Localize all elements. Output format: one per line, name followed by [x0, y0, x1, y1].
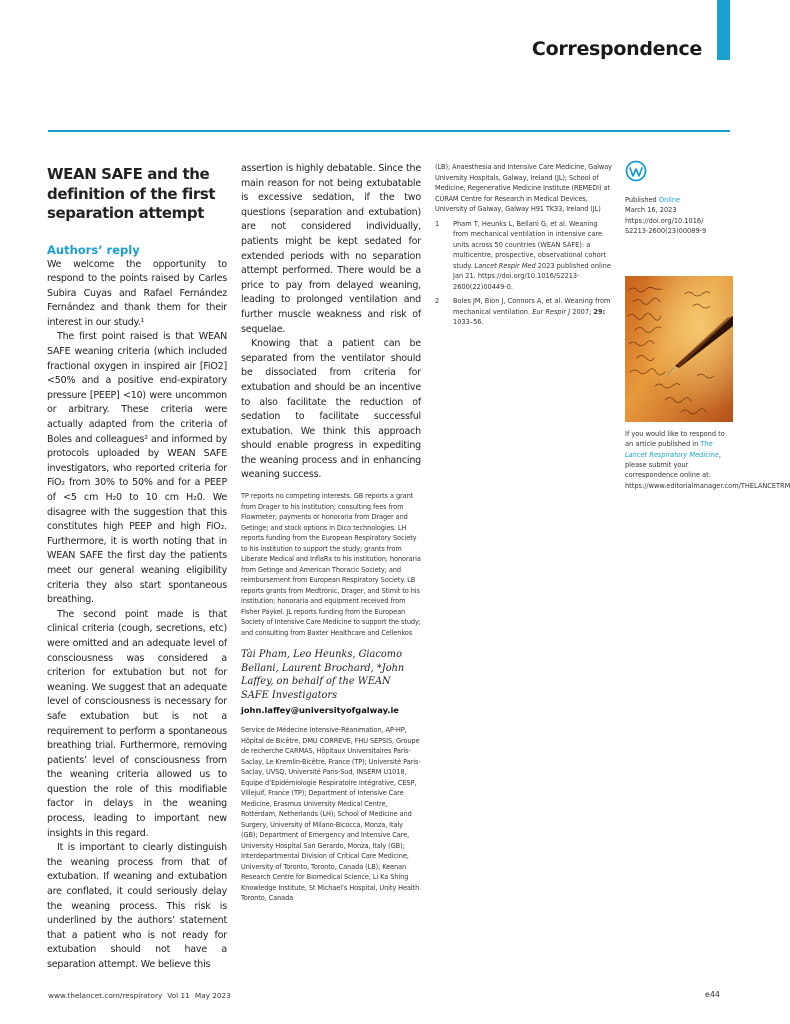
journal-url[interactable]: www.thelancet.com/respiratory [48, 991, 163, 1000]
journal-name: The Lancet Respiratory Medicine [625, 440, 719, 459]
doi-link[interactable]: https://doi.org/10.1016/ [625, 216, 704, 225]
reference-text: Boles JM, Bion J, Connors A, et al. Weaning from mechanical ventilation. Eur Respir J 2007; 29: 1033–56. [453, 297, 611, 326]
body-text-col2 [241, 162, 421, 483]
footer-left [48, 991, 231, 1000]
paragraph: The second point made is that clinical criteria (cough, secretions, etc) were omitted and an adequate level of consciousness was considered a criterion for extubation but not for weaning. We suggest that an adequate level of consciousness is necessary for safe extubation but is not a requirement to perform a spontaneous breathing trial. Furthermore, removing patients’ level of consciousness from the weaning criteria allowed us to question the role of this modifiable factor in delays in the weaning process, leading to important new insights in this regard. [47, 608, 227, 839]
fountain-pen-image [625, 276, 733, 422]
reference-item [435, 296, 615, 328]
section-title: Correspondence [531, 38, 702, 60]
column-3 [435, 162, 615, 328]
paragraph: Knowing that a patient can be separated from the ventilator should be dissociated from criteria for extubation and should be an incentive to also facilitate the reduction of sedation to facilitate successful extubation. We think this approach should enable progress in expediting the weaning process and in enhancing weaning success. [241, 338, 421, 481]
reference-number: 1 [435, 219, 440, 228]
issue-date: May 2023 [194, 991, 231, 1000]
published-date: March 16, 2023 [625, 206, 677, 215]
paragraph: The first point raised is that WEAN SAFE weaning criteria (which included fractional oxygen in inspired air [FiO2] <50% and a positive end-expiratory pressure [PEEP] <10) were uncommon or arbitrary. These criteria were actually adapted from the criteria of Boles and colleagues² and informed by protocols uploaded by WEAN SAFE investigators, who reported criteria for FiO₂ from 30% to 50% and for a PEEP of <5 cm H₂0 to 10 cm H₂0. We disagree with the suggestion that this constitutes high PEEP and high FiO₂. Furthermore, it is worth noting that in WEAN SAFE the first day the patients meet our general weaning eligibility criteria they also start spontaneous breathing. [47, 331, 227, 606]
paragraph: assertion is highly debatable. Since the main reason for not being extubatable is excessive sedation, if the two questions (separation and extubation) are not considered individually, patients might be kept sedated for extended periods with no separation attempt performed. There would be a price to pay from delayed weaning, leading to prolonged ventilation and further muscle weakness and risk of sequelae. [241, 163, 421, 335]
volume: Vol 11 [167, 991, 190, 1000]
column-2 [241, 162, 421, 904]
corresponding-email-link[interactable]: john.laffey@universityofgalway.ie [241, 705, 399, 716]
reference-list [435, 219, 615, 328]
reference-item [435, 219, 615, 293]
body-text-col1 [47, 258, 227, 973]
column-1 [47, 162, 227, 973]
affiliations-continued: (LB); Anaesthesia and Intensive Care Medicine, Galway University Hospitals, Galway, Ireland (JL); School of Medicine, Regenerative Medicine Institute (REMEDI) at CÚRAM Centre for Research in Medical Devices, University of Galway, Galway H91 TK33, Ireland (JL) [435, 163, 612, 213]
online-label: Online [658, 196, 681, 204]
article-title: WEAN SAFE and the definition of the first separation attempt [47, 165, 216, 222]
competing-interests: TP reports no competing interests. GB reports a grant from Drager to his institution; consulting fees from Flowmeter; payments or honoraria from Drager and Getinge; and stock options in Dico technologies. LH reports funding from the European Respiratory Society to his institution to support the study; grants from Liberate Medical and InflaRx to his institution; honoraria from Getinge and American Thoracic Society; and reimbursement from European Respiratory Society. LB reports grants from Medtronic, Drager, and Stimit to his institution; honoraria and equipment received from Fisher Paykel. JL reports funding from the European Society of Intensive Care Medicine to support the study; and consulting from Baxter Healthcare and Cellenkos [241, 492, 421, 637]
reference-text: Pham T, Heunks L, Bellani G, et al. Weaning from mechanical ventilation in intensive care units across 50 countries (WEAN SAFE): a multicentre, prospective, observational cohort study. Lancet Respir Med 2023 published online Jan 21. https://doi.org/10.1016/S2213-2600(22)00449-0. [453, 219, 611, 291]
reply-heading: Authors’ reply [47, 242, 140, 257]
doi-link-continued[interactable]: S2213-2600(23)00089-9 [625, 226, 707, 235]
page-number: e44 [704, 990, 720, 999]
respond-note: If you would like to respond to an article published in The Lancet Respiratory Medicine, please submit your correspondence online at: https://www.editorialmanager.com/THELANCETRM [625, 430, 790, 490]
sidebar [625, 160, 790, 491]
author-list: Tài Pham, Leo Heunks, Giacomo Bellani, Laurent Brochard, *John Laffey, on behalf of the WEAN SAFE Investigators [241, 649, 405, 701]
paragraph: We welcome the opportunity to respond to the points raised by Carles Subira Cuyas and Rafael Fernández Fernández and thank them for their interest in our study.¹ [47, 258, 227, 328]
top-accent-bar [717, 0, 730, 60]
header-rule [48, 130, 730, 132]
publication-info: Published Online March 16, 2023 https://doi.org/10.1016/ S2213-2600(23)00089-9 [625, 195, 733, 236]
online-first-icon [625, 160, 647, 182]
paragraph: It is important to clearly distinguish the weaning process from that of extubation. If weaning and extubation are conflated, it could seriously delay the weaning process. This risk is underlined by the authors’ statement that a patient who is not ready for extubation should not have a separation attempt. We believe this [47, 842, 227, 970]
reference-number: 2 [435, 297, 440, 305]
affiliations: Service de Médecine Intensive-Réanimation, AP-HP, Hôpital de Bicêtre, DMU CORREVE, FHU SEPSIS, Groupe de recherche CARMAS, Hôpitaux Universitaires Paris-Saclay, Le Kremlin-Bicêtre, France (TP); Université Paris-Saclay, UVSQ, Université Paris-Sud, INSERM U1018, Equipe d’Epidémiologie Respiratoire Intégrative, CESP, Villejuif, France (TP); Department of Intensive Care Medicine, Erasmus University Medical Centre, Rotterdam, Netherlands (LH); School of Medicine and Surgery, University of Milano-Bicocca, Monza, Italy (GB); Department of Emergency and Intensive Care, University Hospital San Gerardo, Monza, Italy (GB); Interdepartmental Division of Critical Care Medicine, University of Toronto, Toronto, Canada (LB); Keenan Research Centre for Biomedical Science, Li Ka Shing Knowledge Institute, St Michael’s Hospital, Unity Health Toronto, Canada [241, 726, 421, 903]
